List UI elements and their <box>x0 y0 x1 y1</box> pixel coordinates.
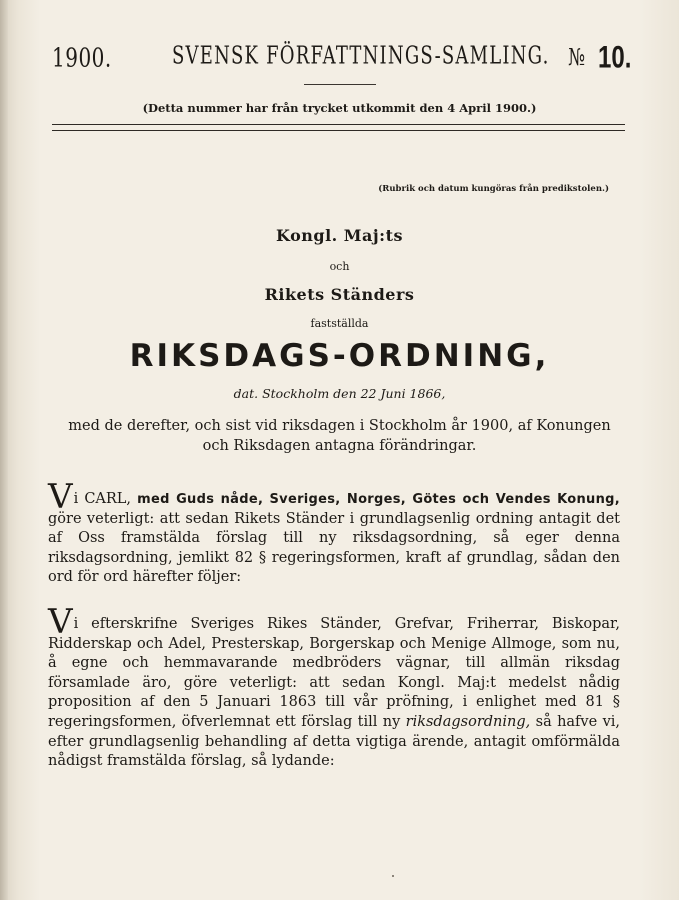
amendment-line-1: med de derefter, och sist vid riksdagen i Stockholm år 1900, af Konungen <box>68 418 611 434</box>
royal-title-gothic: med Guds nåde, Sveriges, Norges, Götes och Vendes Konung, <box>137 492 620 507</box>
italic-term: riksdagsordning, <box>405 713 531 730</box>
dropcap: V <box>48 477 73 517</box>
double-rule-bottom <box>52 130 625 131</box>
header-number-prefix: № <box>568 44 586 72</box>
amendment-note <box>0 416 679 456</box>
paragraph-royal-decree <box>48 477 620 588</box>
publication-notice: (Detta nummer har från trycket utkommit den 4 April 1900.) <box>142 101 537 115</box>
amendment-line-2: och Riksdagen antagna förändringar. <box>202 438 477 454</box>
header-number: 10. <box>598 40 632 76</box>
paragraph-text-end: så hafve vi, efter grundlagsenlig behandling af detta vigtiga ärende, antagit omförmälda nådigst framstälda förslag, så lydande: <box>48 713 621 770</box>
dropcap: V <box>48 602 73 642</box>
title-rikets: Rikets Ständers <box>264 285 415 304</box>
header-short-rule <box>304 84 376 85</box>
ink-speck <box>392 875 394 877</box>
date-line: dat. Stockholm den 22 Juni 1866, <box>233 386 446 401</box>
rubrik-note: (Rubrik och datum kungöras från predikstolen.) <box>378 184 609 194</box>
main-title: RIKSDAGS-ORDNING, <box>129 338 550 374</box>
paragraph-lead: i CARL, <box>73 491 132 507</box>
paragraph-text: i efterskrifne Sveriges Rikes Ständer, Grefvar, Friherrar, Biskopar, Ridderskap och Adel, Presterskap, Borgerskap och Menige Allmoge, som nu, å egne och hemmavarande medbröders vägnar, till allmän riksdag församlade äro, göre veterligt: att sedan Kongl. Maj:t medelst nådig proposition af den 5 Januari 1863 till vår pröfning, i enlighet med 81 § regeringsformen, öfverlemnat ett förslag till ny <box>48 616 620 730</box>
header-year: 1900. <box>52 42 112 74</box>
page-header <box>0 38 679 78</box>
paragraph-estates <box>48 602 621 772</box>
double-rule-top <box>52 124 625 125</box>
title-kongl: Kongl. Maj:ts <box>276 226 403 245</box>
paragraph-text: göre veterligt: att sedan Rikets Ständer i grundlagsenlig ordning antagit det af Oss framstälda förslag till ny riksdagsordning, så eger denna riksdagsordning, jemlikt 82 § regeringsformen, kraft af grundlag, sådan den ord för ord härefter följer: <box>48 510 620 586</box>
title-faststalda: fastställda <box>310 317 369 330</box>
header-title: SVENSK FÖRFATTNINGS-SAMLING. <box>172 42 550 71</box>
title-och: och <box>329 260 350 273</box>
